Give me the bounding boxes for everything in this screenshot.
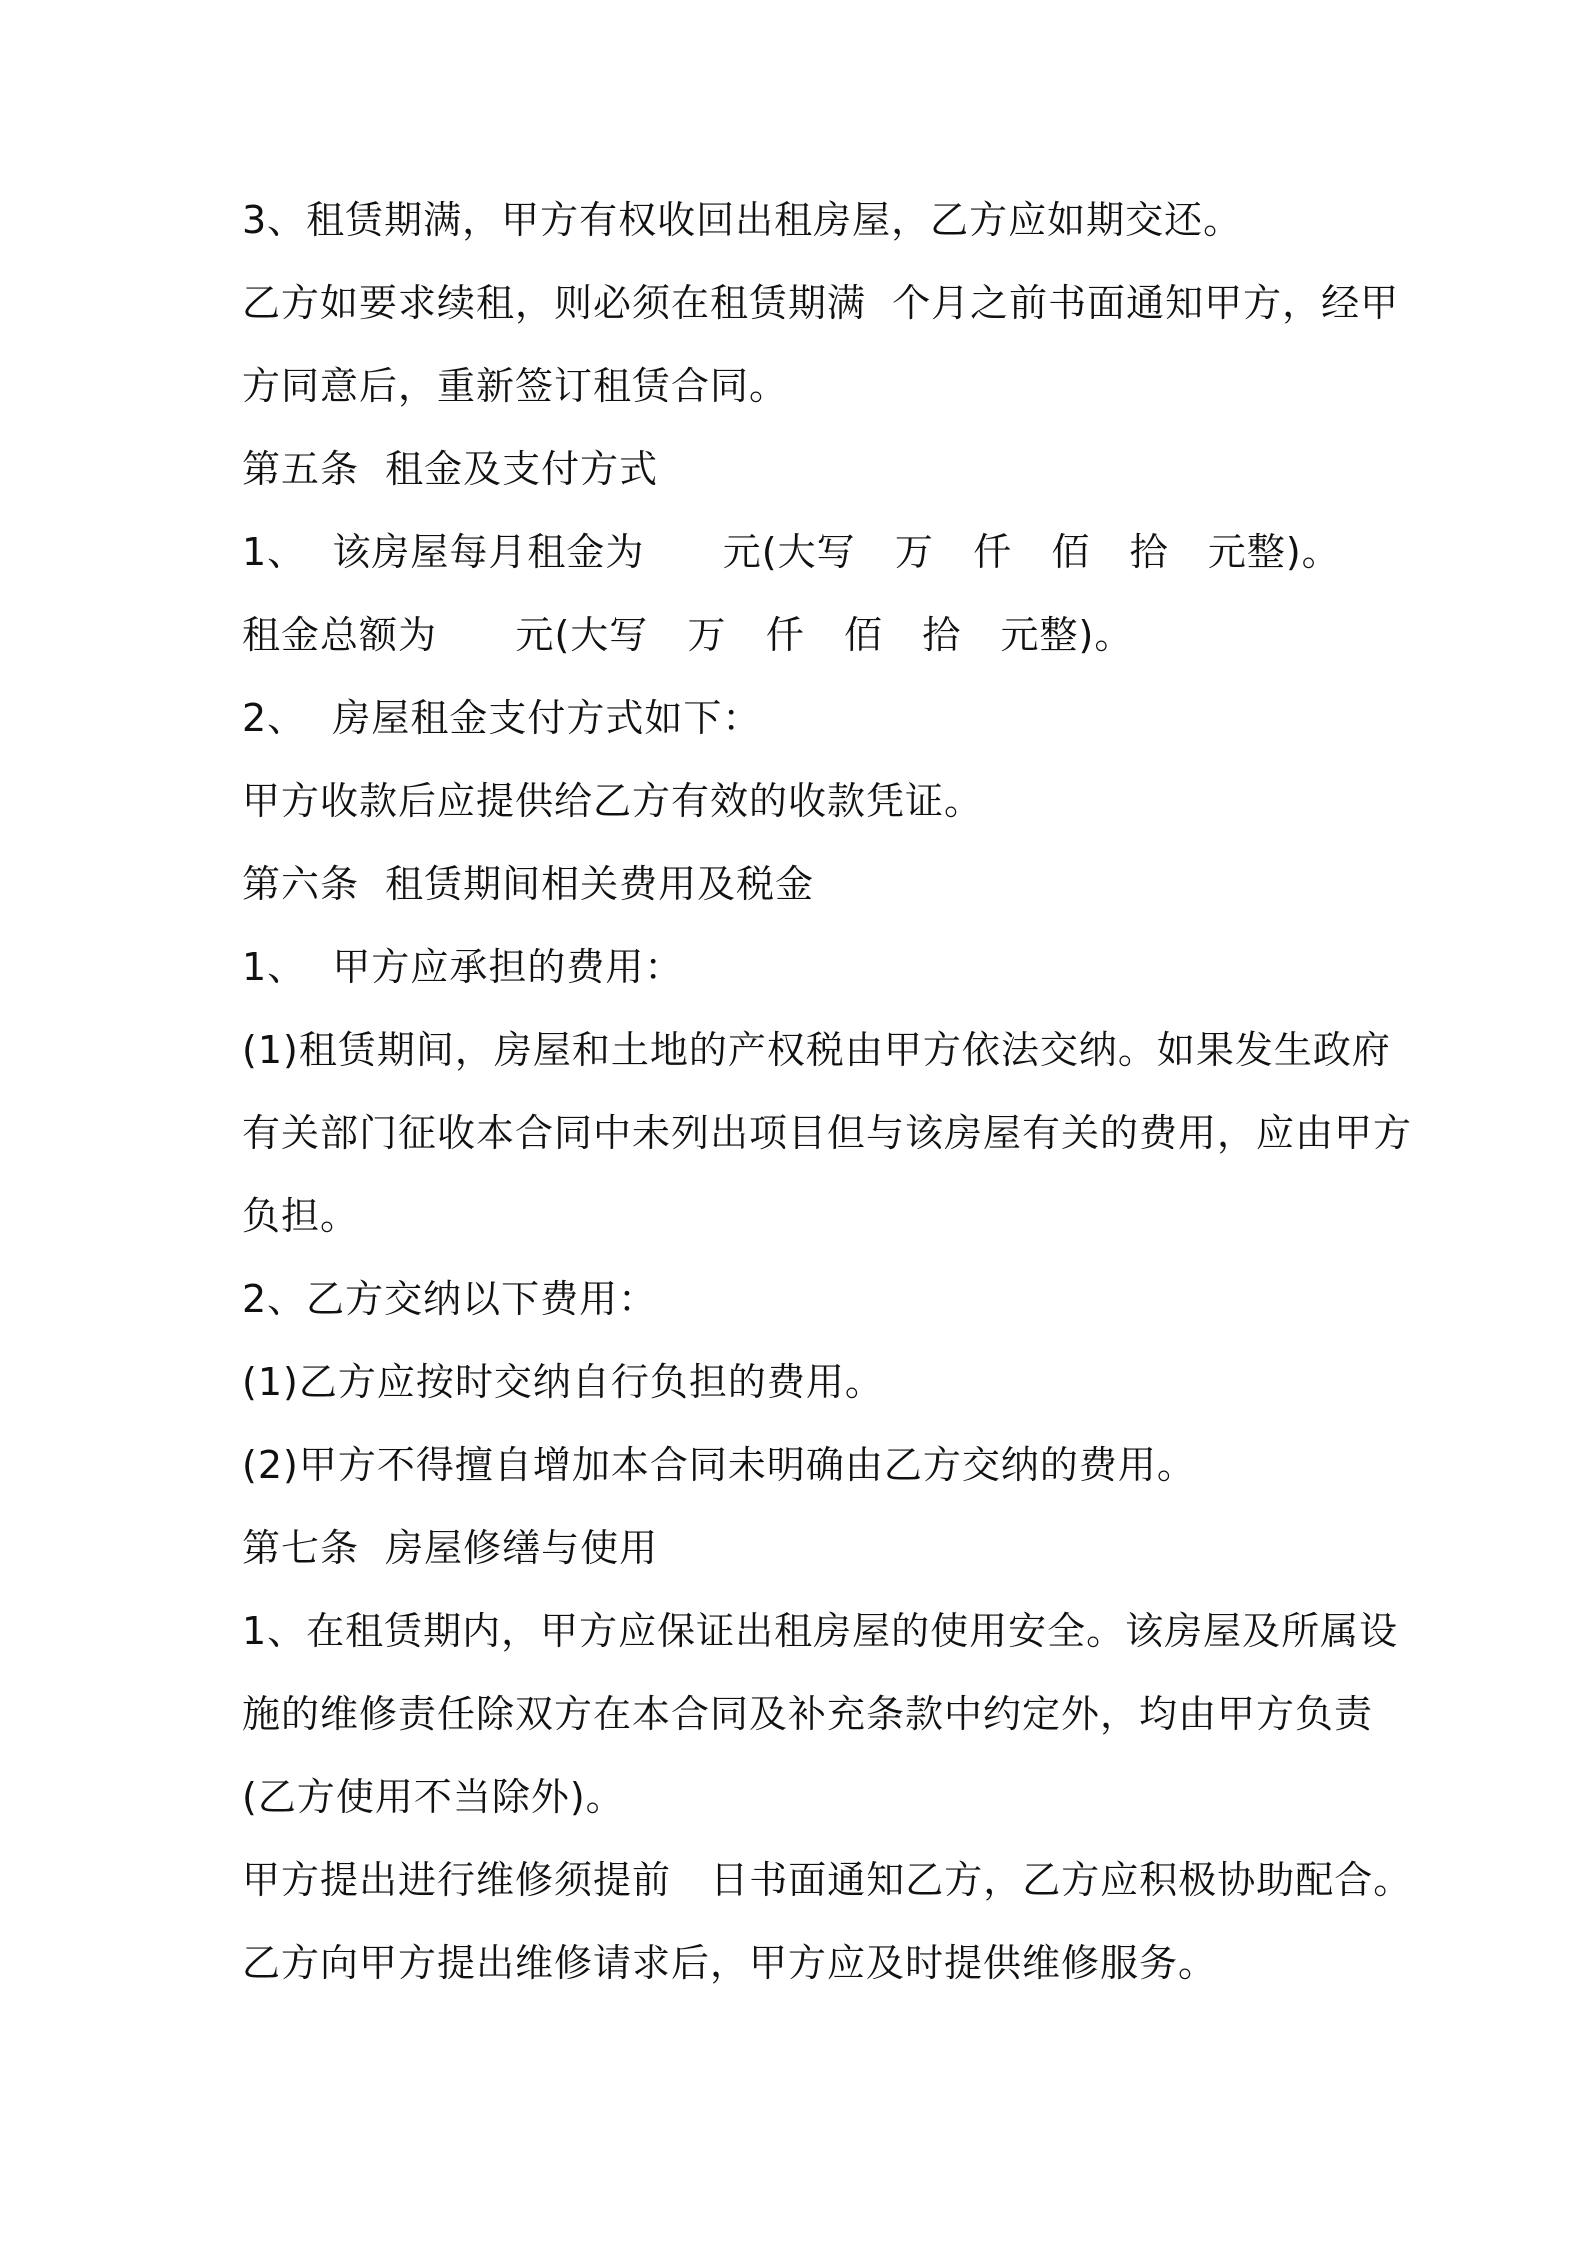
clause-text-line: 乙方向甲方提出维修请求后，甲方应及时提供维修服务。 [242, 1941, 1218, 1985]
clause-text-line: 施的维修责任除双方在本合同及补充条款中约定外，均由甲方负责 [242, 1692, 1374, 1736]
section-heading-article-7: 第七条 房屋修缮与使用 [242, 1526, 659, 1570]
clause-text-line: 甲方提出进行维修须提前 日书面通知乙方，乙方应积极协助配合。 [242, 1858, 1413, 1902]
clause-text-line: 2、 房屋租金支付方式如下： [242, 696, 762, 740]
clause-text-line: 方同意后，重新签订租赁合同。 [242, 364, 789, 408]
clause-text-line: (乙方使用不当除外)。 [242, 1775, 625, 1819]
clause-text-line: 1、 该房屋每月租金为 元(大写 万 仟 佰 拾 元整)。 [242, 530, 1341, 574]
clause-text-line: 3、租赁期满，甲方有权收回出租房屋，乙方应如期交还。 [242, 198, 1243, 242]
clause-text-line: 有关部门征收本合同中未列出项目但与该房屋有关的费用，应由甲方 [242, 1111, 1413, 1155]
section-heading-article-6: 第六条 租赁期间相关费用及税金 [242, 862, 815, 906]
clause-text-line: 乙方如要求续租，则必须在租赁期满 个月之前书面通知甲方，经甲 [242, 281, 1400, 325]
clause-text-line: (1)乙方应按时交纳自行负担的费用。 [242, 1360, 884, 1404]
clause-text-line: 甲方收款后应提供给乙方有效的收款凭证。 [242, 779, 984, 823]
clause-text-line: (2)甲方不得擅自增加本合同未明确由乙方交纳的费用。 [242, 1443, 1196, 1487]
section-heading-article-5: 第五条 租金及支付方式 [242, 447, 659, 491]
clause-text-line: 1、 甲方应承担的费用： [242, 945, 684, 989]
clause-text-line: (1)租赁期间，房屋和土地的产权税由甲方依法交纳。如果发生政府 [242, 1028, 1391, 1072]
clause-text-line: 租金总额为 元(大写 万 仟 佰 拾 元整)。 [242, 613, 1134, 657]
clause-text-line: 2、乙方交纳以下费用： [242, 1277, 658, 1321]
document-body [242, 196, 1413, 2022]
clause-text-line: 1、在租赁期内，甲方应保证出租房屋的使用安全。该房屋及所属设 [242, 1609, 1399, 1653]
clause-text-line: 负担。 [242, 1194, 360, 1238]
